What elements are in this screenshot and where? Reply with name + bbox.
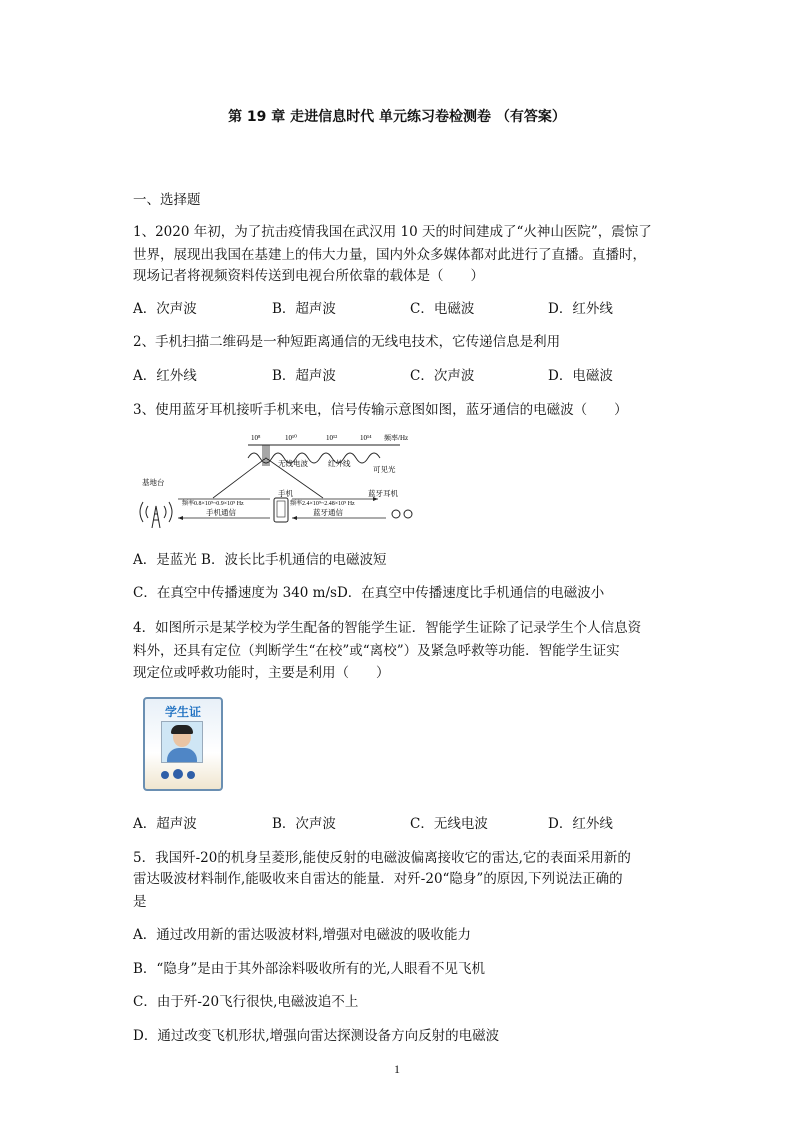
freq-tick: 10¹²	[326, 434, 338, 442]
q2-line: 2、手机扫描二维码是一种短距离通信的无线电技术，它传递信息是利用	[133, 334, 561, 350]
band-radio-label: 无线电波	[278, 459, 308, 468]
q1-line: 世界，展现出我国在基建上的伟大力量，国内外众多媒体都对此进行了直播。直播时，	[133, 247, 646, 263]
q5-line: 是	[133, 894, 147, 910]
q1-option-c[interactable]: C．电磁波	[410, 301, 475, 317]
q2-option-a[interactable]: A．红外线	[133, 368, 197, 384]
q3-options-cd[interactable]: C．在真空中传播速度为 340 m/sD．在真空中传播速度比手机通信的电磁波小	[133, 585, 605, 601]
q2-option-d[interactable]: D．电磁波	[548, 368, 613, 384]
bt-freq-label: 频率2.4×10⁹~2.48×10⁹ Hz	[290, 501, 355, 507]
q4-option-c[interactable]: C．无线电波	[410, 816, 488, 832]
phone-freq-label: 频率0.8×10⁹~0.9×10⁹ Hz	[182, 501, 244, 507]
q5-option-b[interactable]: B．“隐身”是由于其外部涂料吸收所有的光,人眼看不见飞机	[133, 961, 486, 977]
page-number: 1	[394, 1062, 400, 1076]
earphone-label: 蓝牙耳机	[368, 489, 398, 498]
card-buttons	[157, 769, 207, 781]
phone-icon	[274, 498, 288, 522]
q2-option-c[interactable]: C．次声波	[410, 368, 475, 384]
q3-line: 3、使用蓝牙耳机接听手机来电，信号传输示意图如图，蓝牙通信的电磁波（ ）	[133, 402, 628, 418]
q1-line: 1、2020 年初，为了抗击疫情我国在武汉用 10 天的时间建成了“火神山医院”，震惊了	[133, 224, 652, 240]
station-label: 基地台	[142, 478, 165, 487]
q5-option-a[interactable]: A．通过改用新的雷达吸波材料,增强对电磁波的吸收能力	[133, 927, 472, 943]
q4-line: 4．如图所示是某学校为学生配备的智能学生证．智能学生证除了记录学生个人信息资	[133, 620, 642, 636]
signal-transmission-diagram	[128, 428, 428, 528]
q4-line: 料外，还具有定位（判断学生“在校”或“离校”）及紧急呼救等功能．智能学生证实	[133, 643, 620, 659]
section-heading: 一、选择题	[133, 192, 201, 208]
tower-icon	[140, 502, 172, 528]
bt-comm-label: 蓝牙通信	[313, 508, 343, 517]
q5-line: 5．我国歼-20的机身呈菱形,能使反射的电磁波偏离接收它的雷达,它的表面采用新的	[133, 850, 631, 866]
band-visible-label: 可见光	[373, 465, 396, 474]
band-ir-label: 红外线	[328, 459, 351, 468]
q5-option-c[interactable]: C．由于歼-20飞行很快,电磁波追不上	[133, 994, 359, 1010]
q5-option-d[interactable]: D．通过改变飞机形状,增强向雷达探测设备方向反射的电磁波	[133, 1028, 500, 1044]
earphone-icon	[392, 510, 412, 518]
q4-option-a[interactable]: A．超声波	[133, 816, 197, 832]
phone-label: 手机	[278, 489, 293, 498]
student-card-image	[143, 697, 223, 791]
q1-option-d[interactable]: D．红外线	[548, 301, 613, 317]
phone-comm-label: 手机通信	[206, 508, 236, 517]
q1-line: 现场记者将视频资料传送到电视台所依靠的载体是（ ）	[133, 268, 484, 284]
q4-option-d[interactable]: D．红外线	[548, 816, 613, 832]
q1-option-b[interactable]: B．超声波	[272, 301, 336, 317]
q4-option-b[interactable]: B．次声波	[272, 816, 336, 832]
freq-tick: 10¹⁰	[285, 434, 297, 442]
q3-options-ab[interactable]: A．是蓝光 B．波长比手机通信的电磁波短	[133, 552, 387, 568]
freq-axis-label: 频率/Hz	[384, 434, 409, 442]
q5-line: 雷达吸波材料制作,能吸收来自雷达的能量．对歼-20“隐身”的原因,下列说法正确的	[133, 871, 623, 887]
q1-option-a[interactable]: A．次声波	[133, 301, 197, 317]
student-photo	[161, 721, 203, 763]
em-wave	[248, 453, 380, 463]
freq-tick: 10⁸	[251, 434, 261, 442]
q4-line: 现定位或呼救功能时，主要是利用（ ）	[133, 665, 390, 681]
q2-option-b[interactable]: B．超声波	[272, 368, 336, 384]
page-title: 第 19 章 走进信息时代 单元练习卷检测卷 （有答案）	[228, 109, 566, 125]
freq-tick: 10¹⁴	[360, 434, 372, 442]
card-title: 学生证	[164, 705, 201, 719]
